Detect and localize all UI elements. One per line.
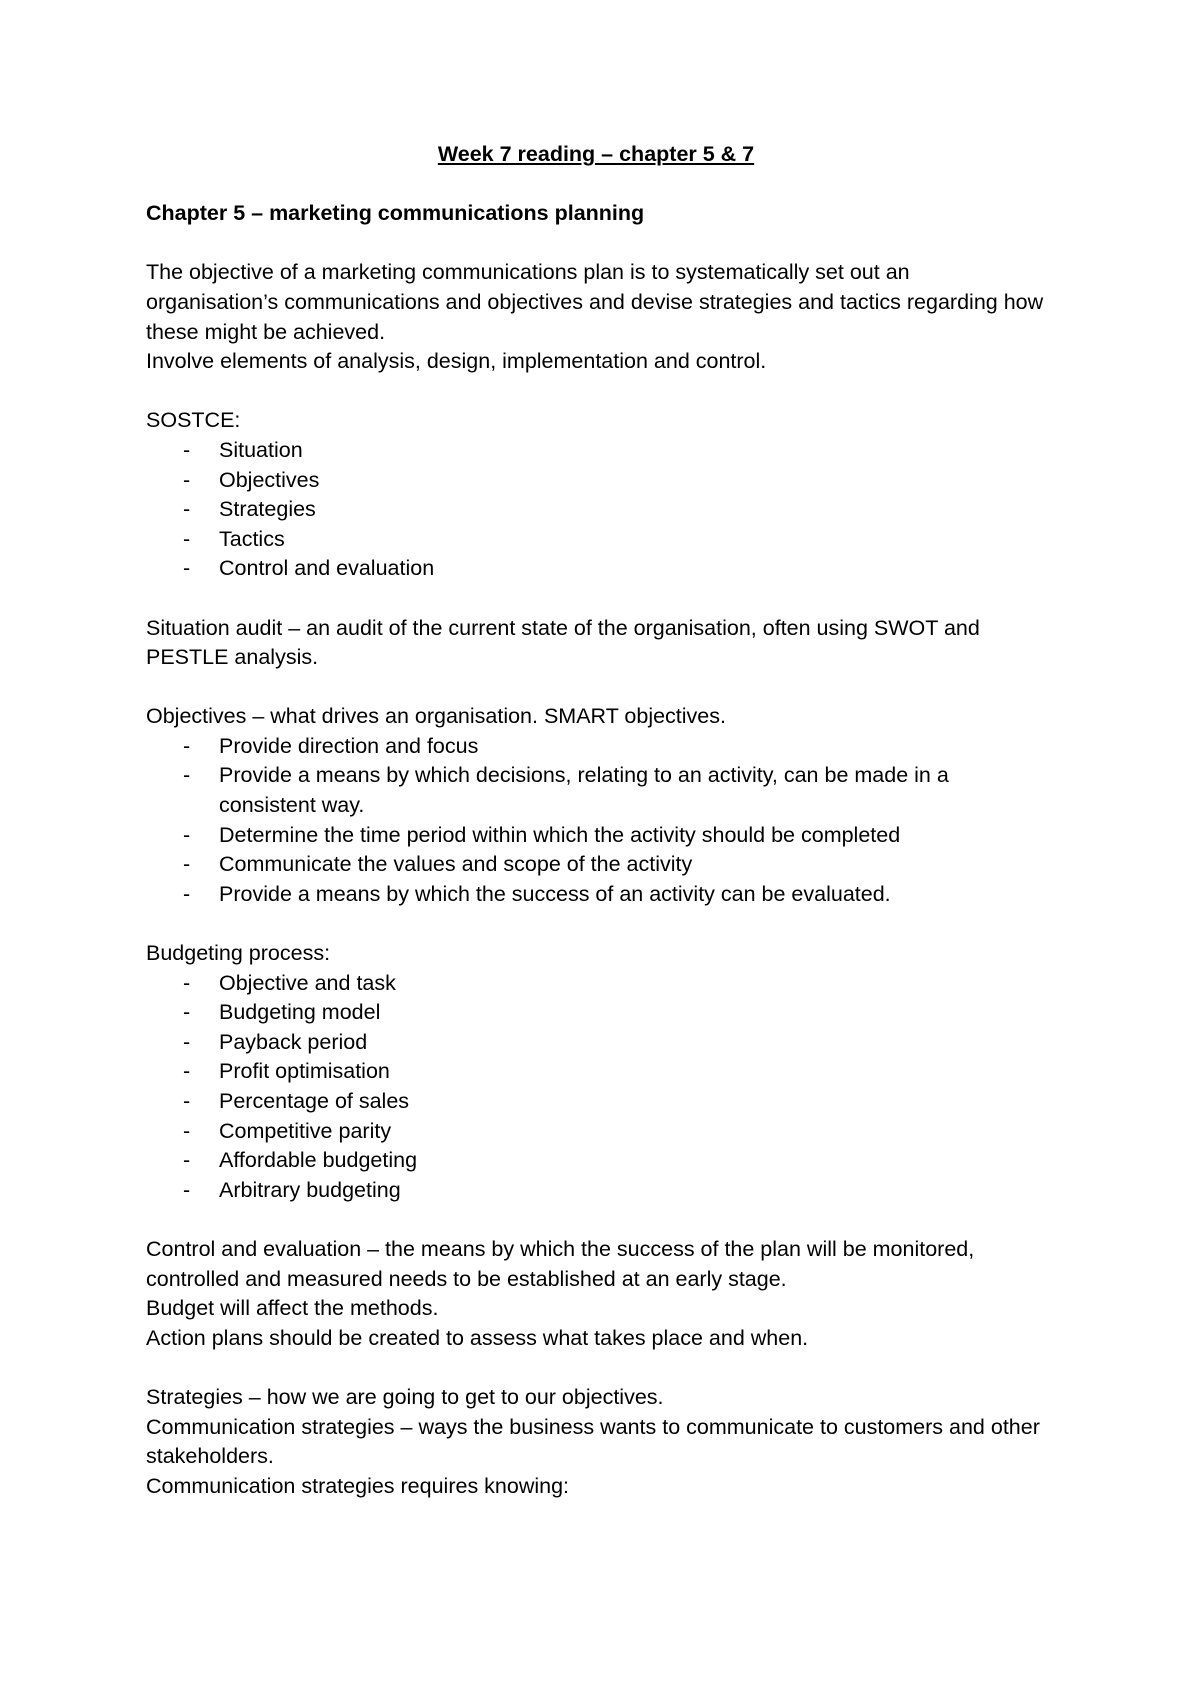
control-paragraph-2: Budget will affect the methods.	[146, 1296, 439, 1321]
strategies-paragraph-2: Communication strategies – ways the business wants to communicate to customers and other stakeholders.	[146, 1414, 1040, 1469]
control-paragraph: Control and evaluation – the means by which the success of the plan will be monitored, controlled and measured needs to be established at an early stage.	[146, 1236, 975, 1291]
document-page	[146, 140, 1046, 1501]
list-item: - Affordable budgeting	[183, 1148, 418, 1173]
document-title: Week 7 reading – chapter 5 & 7	[437, 142, 755, 166]
list-item: - Competitive parity	[183, 1118, 392, 1143]
list-item: - Arbitrary budgeting	[183, 1177, 401, 1202]
objectives-label: Objectives – what drives an organisation. SMART objectives.	[146, 704, 726, 729]
budgeting-list	[146, 969, 1046, 1206]
strategies-paragraph: Strategies – how we are going to get to our objectives.	[146, 1384, 664, 1409]
strategies-paragraph-3: Communication strategies requires knowing:	[146, 1473, 570, 1498]
sostce-label: SOSTCE:	[146, 408, 241, 433]
list-item: - Objectives	[183, 467, 320, 492]
list-item: - Budgeting model	[183, 1000, 381, 1025]
list-item: - Provide a means by which decisions, relating to an activity, can be made in a consistent way.	[183, 763, 949, 818]
control-paragraph-3: Action plans should be created to assess what takes place and when.	[146, 1325, 809, 1350]
list-item: - Payback period	[183, 1029, 368, 1054]
intro-paragraph: The objective of a marketing communications plan is to systematically set out an organisation’s communications and objectives and devise strategies and tactics regarding how these might be achieved.	[146, 260, 1044, 344]
situation-audit-paragraph: Situation audit – an audit of the current state of the organisation, often using SWOT and PESTLE analysis.	[146, 615, 980, 670]
sostce-list	[146, 436, 1046, 584]
list-item: - Provide a means by which the success of an activity can be evaluated.	[183, 881, 891, 906]
list-item: - Tactics	[183, 526, 285, 551]
budgeting-label: Budgeting process:	[146, 941, 331, 966]
list-item: - Profit optimisation	[183, 1059, 390, 1084]
objectives-list	[146, 732, 1046, 910]
list-item: - Objective and task	[183, 970, 396, 995]
list-item: - Percentage of sales	[183, 1089, 410, 1113]
list-item: - Determine the time period within which the activity should be completed	[183, 822, 901, 847]
chapter-heading: Chapter 5 – marketing communications planning	[146, 201, 645, 226]
list-item: - Situation	[183, 437, 303, 462]
list-item: - Strategies	[183, 497, 316, 522]
list-item: - Provide direction and focus	[183, 733, 479, 758]
intro-paragraph-2: Involve elements of analysis, design, implementation and control.	[146, 349, 767, 374]
list-item: - Communicate the values and scope of the activity	[183, 852, 693, 877]
list-item: - Control and evaluation	[183, 556, 435, 581]
